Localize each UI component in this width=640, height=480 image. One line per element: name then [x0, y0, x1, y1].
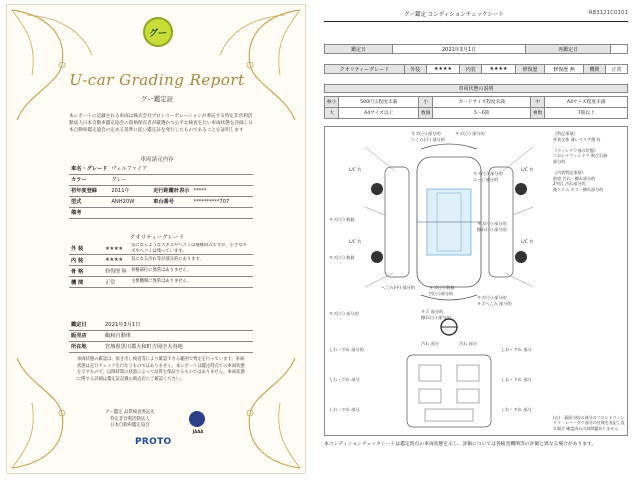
sheet-header — [324, 6, 628, 22]
gold-flourish-top-right — [215, 5, 305, 125]
legend-value: 7箇以上 — [545, 108, 628, 119]
damage-label: L/C 有 — [521, 239, 534, 244]
table-row — [325, 97, 628, 108]
vehicle-key: カラー — [69, 174, 109, 185]
legend-key: 複数 — [530, 108, 544, 119]
damage-label: キズ(小) 部分的 擦れ(小) 部分的 — [477, 221, 507, 232]
legend-value: A4サイズ以上 — [339, 108, 419, 119]
value-cell: 2021年3月1日 — [393, 45, 526, 54]
legend-value: 500円玉程度未満 — [339, 97, 419, 108]
quality-rating: 正常 — [103, 277, 129, 288]
quality-rating: ★★★★ — [103, 255, 129, 266]
damage-label: キズ(小) 部分的 エッジ部分的 — [473, 171, 503, 182]
appraisal-table — [69, 319, 253, 353]
header-cell: クオリティーグレード — [325, 65, 405, 74]
header-cell: 内装 — [460, 65, 482, 74]
certificate-footer: 車両状態の確認は、抜き出し検査等により確認できる範囲で判定を行っています。車両状態は走行チェックを行なうものではありません。本レポートは鑑定時点での車両状態を示すもので、以降時間の経過によって品質を保証するものではありません。車両状態に関する詳細は鑑定証記載の販売店にご確認ください。 — [77, 357, 245, 382]
damage-label: キズ(小) 部分的 — [455, 131, 485, 136]
jaaa-seal-icon — [189, 411, 205, 427]
issuer-text: グー鑑定 品質検査委託先 特定非営利活動法人 日本自動車鑑定協会 — [105, 410, 155, 428]
legend-key: 数個 — [419, 108, 433, 119]
table-row — [325, 108, 628, 119]
vehicle-value — [109, 207, 253, 218]
legend-value: A4サイズ程度未満 — [545, 97, 628, 108]
legend-key: 小 — [419, 97, 433, 108]
value-cell: ★★★★ — [426, 65, 460, 74]
damage-label: キズ(小) 数個 凹(小)部分的 — [429, 285, 455, 296]
quality-note: 気になるような大キズやヘコミは補修済みですが、小さなキズやヘコミは残っています。 — [129, 243, 253, 255]
damage-label: L/C 有 — [521, 167, 534, 172]
table-row — [69, 196, 253, 207]
table-row — [69, 174, 253, 185]
damage-label: しわ・すれ 部分 — [501, 347, 532, 352]
header-cell: 機関 — [584, 65, 606, 74]
damage-label: しわ・すれ 部分 — [329, 407, 360, 412]
value-cell: 修復歴 無 — [545, 65, 584, 74]
jaaa-label: JAAA — [192, 429, 204, 434]
gold-flourish-top-left — [7, 5, 97, 125]
vehicle-key: 型式 — [69, 196, 109, 207]
goo-logo: グー — [143, 17, 173, 47]
damage-label: 汚れ 部分 — [421, 341, 440, 346]
table-row — [69, 330, 253, 341]
condition-check-sheet — [318, 4, 634, 474]
legend-key: 大 — [325, 108, 339, 119]
vehicle-value: **********707 — [191, 196, 253, 207]
vehicle-key: 初年度登録 — [69, 185, 109, 196]
appraisal-value: 宮城県黒川郡大和町吉岡字大谷地 — [103, 341, 253, 352]
appraisal-key: 鑑定日 — [69, 319, 103, 330]
certificate-intro: 本レポートに記載される車両は株式会社プロトコーポレーションが委託する特定非営利活動法人日本自動車鑑定協会の資格保有者が厳選かつ公平な検査を行い車両状態を評価し日本自動車鑑定協会の定める基準に従い鑑定証を発行したものであることを証明します — [69, 114, 253, 134]
vehicle-value: ***** — [191, 185, 253, 196]
quality-note: 骨格部位に異常はありません。 — [129, 266, 253, 277]
table-row — [69, 185, 253, 196]
quality-note: 主要機関に異常はありません。 — [129, 277, 253, 288]
vehicle-value: ヴェルファイア — [109, 163, 253, 174]
damage-label: L/C 有 — [349, 239, 362, 244]
legend-key: 中 — [530, 97, 544, 108]
appraisal-key: 所在地 — [69, 341, 103, 352]
vehicle-value: ANH20W — [109, 196, 151, 207]
appraisal-key: 販売店 — [69, 330, 103, 341]
damage-label: キズ(小) 部分的 へこみ(小) 部分的 — [411, 131, 445, 142]
damage-label: L/C 有 — [349, 167, 362, 172]
table-row — [69, 243, 253, 255]
proto-logo: PROTO — [135, 437, 172, 447]
damage-label: しわ・すれ 部分 — [501, 377, 532, 382]
quality-rating: ★★★★ — [103, 243, 129, 255]
table-row — [69, 341, 253, 352]
vehicle-key: 備考 — [69, 207, 109, 218]
header-cell: 外装 — [404, 65, 426, 74]
legend-value: カードサイズ程度未満 — [433, 97, 531, 108]
table-row — [69, 319, 253, 330]
quality-key: 内 装 — [69, 255, 103, 266]
remarks-text: 《特記事項》 外装全体 薄いクリア傷 有 《ウィンドウ部の状態》 フロントウィンドウ 飛び石跡 部分的 《内装特記事項》 前席 汚れ・擦れ部分的 2列目 汚れ部分的 後トリム キズ・擦れ部分的 — [553, 131, 608, 192]
bottom-note: (五) 裏面 (前)の部分のフロントウィンドウ・レバーダウ部分の仕様を表記し直る場合 確認済みの為問題ありません — [553, 415, 625, 431]
quality-section-title: クオリティーグレード — [129, 235, 185, 241]
header-cell: 再鑑定日 — [525, 45, 610, 54]
quality-rating: 修復歴 無 — [103, 266, 129, 277]
value-cell: 正常 — [605, 65, 627, 74]
table-row — [69, 277, 253, 288]
vehicle-value: 2011年 — [109, 185, 151, 196]
certificate-title: U-car Grading Report — [69, 71, 245, 89]
table-row — [69, 266, 253, 277]
table-row — [325, 65, 628, 74]
damage-label: へこみ(中) 部分的 — [381, 285, 415, 290]
vehicle-table — [69, 163, 253, 219]
damage-label: キズ(小) 部分的 — [329, 311, 359, 316]
sheet-disclaimer: 本コンディションチェックシートは鑑定時点の車両状態を示し、評価については各検査機関等の評価と異なる場合があります。 — [324, 442, 597, 447]
value-cell: ★★★★ — [482, 65, 516, 74]
vehicle-value: グレー — [109, 174, 253, 185]
damage-label: キズ 部分的 擦れ(小) 部分的 — [421, 309, 451, 320]
quality-key: 外 装 — [69, 243, 103, 255]
vehicle-damage-diagram — [324, 126, 628, 436]
vehicle-key: 車名・グレード — [69, 163, 109, 174]
table-row — [325, 45, 628, 54]
condition-band: 車両状態の説明 — [324, 84, 628, 93]
legend-value: 5〜6箇 — [433, 108, 531, 119]
table-row — [69, 207, 253, 218]
quality-key: 機 関 — [69, 277, 103, 288]
sheet-title: グー鑑定 コンディションチェックシート — [404, 12, 505, 18]
value-cell — [610, 45, 627, 54]
table-row — [69, 163, 253, 174]
certificate-subtitle: グー鑑定証 — [140, 95, 174, 103]
table-row — [69, 255, 253, 266]
damage-label: しわ・すれ 部分 — [501, 407, 532, 412]
grading-certificate — [6, 4, 306, 474]
quality-key: 骨 格 — [69, 266, 103, 277]
vehicle-key: 走行距離計表示 — [151, 185, 191, 196]
damage-label: キズ(小) 数個 — [329, 255, 355, 260]
legend-key: 極小 — [325, 97, 339, 108]
quality-note: 気になる汚れ等が部分的にあります。 — [129, 255, 253, 266]
sheet-code: R83121C0101 — [588, 10, 628, 16]
vehicle-key: 車台番号 — [151, 196, 191, 207]
damage-label: しわ・すれ 部分的 — [329, 347, 364, 352]
damage-label: キズ(小) 数個 — [329, 217, 355, 222]
damage-label: キズ(小) 部分的 キズへこみ 部分的 — [477, 295, 512, 306]
quality-table — [69, 243, 253, 288]
vehicle-section-title: 車両諸元内容 — [140, 157, 174, 163]
appraisal-value: 鶴和自動車 — [103, 330, 253, 341]
header-cell: 鑑定日 — [325, 45, 393, 54]
appraisal-value: 2021年3月1日 — [103, 319, 253, 330]
date-table — [324, 44, 628, 54]
damage-label: 汚れ 部分 — [459, 341, 478, 346]
damage-label: しわ・すれ 部分 — [329, 377, 360, 382]
grade-table — [324, 64, 628, 74]
header-cell: 修復歴 — [515, 65, 544, 74]
size-legend-table — [324, 96, 628, 119]
